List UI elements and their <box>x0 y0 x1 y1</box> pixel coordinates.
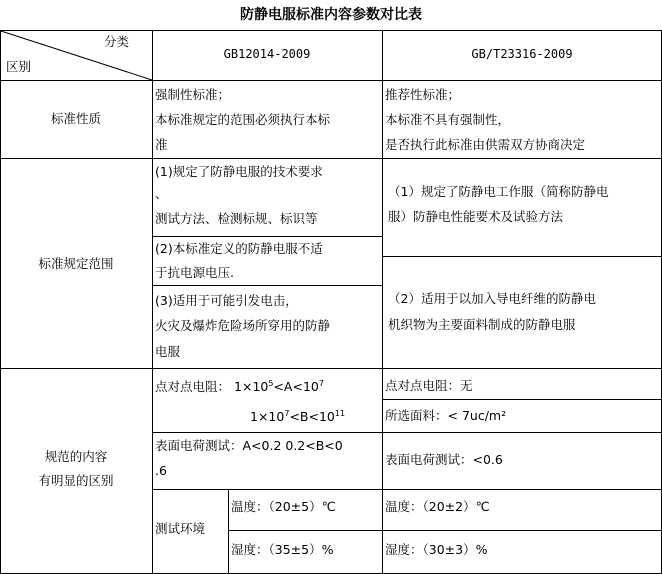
row-divider-scope <box>0 368 662 369</box>
a-res1-middle: <A<10 <box>273 379 319 394</box>
diff-divider-env <box>228 530 662 531</box>
a-resistance-range-2 <box>250 408 345 426</box>
nature-b-line-3: 是否执行此标准由供需双方协商决定 <box>385 137 586 152</box>
diff-divider-charge <box>152 489 662 490</box>
nature-b-line-1: 推荐性标准； <box>385 87 461 102</box>
scope-b-divider <box>382 256 662 257</box>
scope-a3-line-1: (3)适用于可能引发电击， <box>155 293 298 308</box>
scope-a2-line-2: 于抗电源电压. <box>155 265 234 280</box>
header-standard-a: GB12014-2009 <box>223 47 311 61</box>
b-humidity: 湿度：（30±3）% <box>385 542 488 557</box>
scope-b1-line-1: （1）规定了防静电工作服（简称防静电 <box>388 184 609 199</box>
a-resistance-label-text: 点对点电阻： <box>155 379 231 394</box>
b-fabric: 所选面料：< 7uc/m² <box>385 408 507 423</box>
a-charge-line-2: .6 <box>155 463 167 478</box>
scope-b2-line-1: （2）适用于以加入导电纤维的防静电 <box>388 291 596 306</box>
nature-b-line-2: 本标准不具有强制性， <box>385 112 511 127</box>
scope-a-divider-2 <box>152 285 382 286</box>
header-corner-top: 分类 <box>104 34 130 49</box>
row-label-diff-line-1: 规范的内容 <box>44 449 108 464</box>
a-resistance-range-1 <box>234 379 324 394</box>
column-divider-2 <box>382 30 383 574</box>
row-divider-nature <box>0 158 662 159</box>
header-standard-b: GB/T23316-2009 <box>471 47 573 61</box>
a-res2-exp1: 7 <box>284 408 290 418</box>
a-resistance-label <box>155 378 324 396</box>
a-res1-exp1: 5 <box>268 378 274 388</box>
env-label-divider <box>228 489 229 574</box>
b-temperature: 温度：（20±2）℃ <box>385 499 490 514</box>
document-title: 防静电服标准内容参数对比表 <box>240 7 422 23</box>
row-label-nature: 标准性质 <box>50 111 101 126</box>
a-res2-exp2: 11 <box>334 408 346 418</box>
a-res2-prefix: 1×10 <box>250 409 285 424</box>
scope-a1-line-1: (1)规定了防静电服的技术要求 <box>155 164 323 179</box>
scope-a3-line-3: 电服 <box>155 344 181 359</box>
scope-b2-line-2: 机织物为主要面料制成的防静电服 <box>388 317 576 332</box>
header-corner-bottom: 区别 <box>6 59 32 74</box>
a-res1-exp2: 7 <box>318 378 324 388</box>
nature-a-line-1: 强制性标准； <box>155 87 231 102</box>
b-resistance: 点对点电阻：无 <box>385 378 473 393</box>
row-label-diff-line-2: 有明显的区别 <box>38 473 114 488</box>
a-charge-line-1: 表面电荷测试：A<0.2 0.2<B<0 <box>155 438 343 453</box>
b-charge: 表面电荷测试：<0.6 <box>385 452 503 467</box>
env-label: 测试环境 <box>155 521 206 536</box>
diff-divider-resistance <box>152 432 662 433</box>
scope-a1-line-3: 测试方法、检测标规、标识等 <box>155 211 318 226</box>
scope-a2-line-1: (2)本标准定义的防静电服不适 <box>155 241 323 256</box>
a-humidity: 湿度：（35±5）% <box>231 542 334 557</box>
a-temperature: 温度：（20±5）℃ <box>231 499 336 514</box>
a-res2-middle: <B<10 <box>289 409 335 424</box>
row-label-scope: 标准规定范围 <box>38 256 114 271</box>
nature-a-line-2: 本标准规定的范围必须执行本标 <box>155 112 331 127</box>
a-res1-prefix: 1×10 <box>234 379 269 394</box>
scope-a1-line-2: 、 <box>155 186 168 201</box>
diff-b-divider-1 <box>382 399 662 400</box>
scope-a3-line-2: 火灾及爆炸危险场所穿用的防静 <box>155 318 331 333</box>
column-divider-1 <box>152 30 153 574</box>
nature-a-line-3: 准 <box>155 137 168 152</box>
scope-a-divider-1 <box>152 236 382 237</box>
scope-b1-line-2: 服）防静电性能要术及试验方法 <box>388 209 564 224</box>
